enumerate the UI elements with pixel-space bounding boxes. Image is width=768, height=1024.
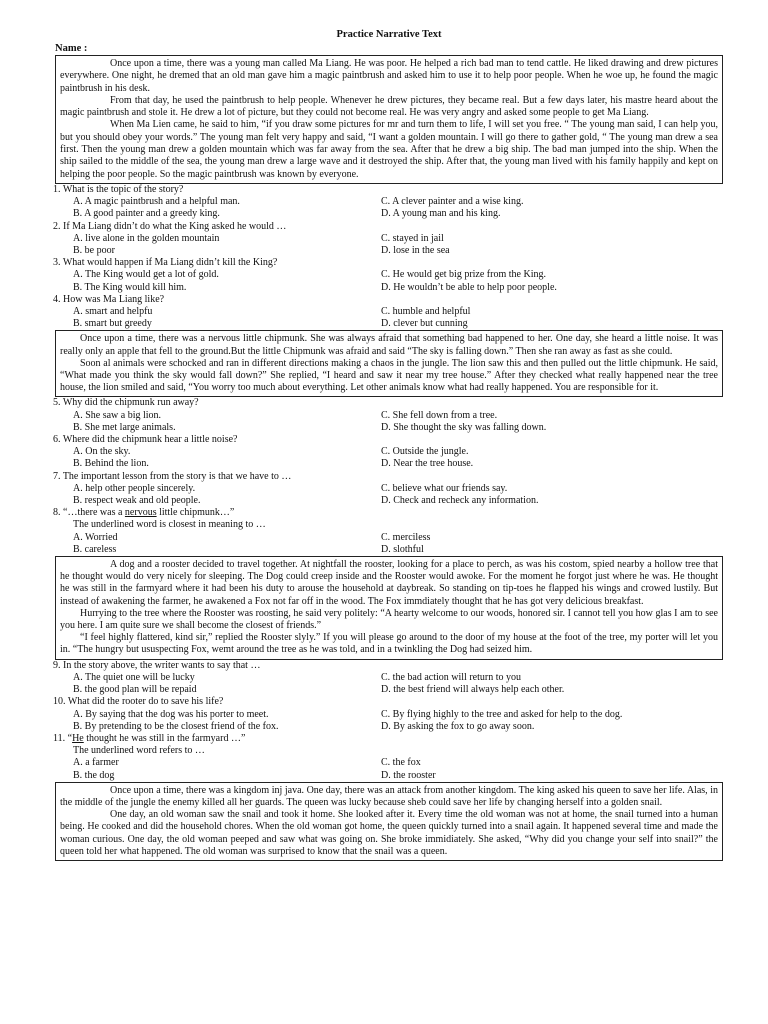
option-b: B. be poor — [73, 244, 115, 256]
option-b: B. A good painter and a greedy king. — [73, 208, 220, 220]
option-c: C. A clever painter and a wise king. — [381, 196, 524, 208]
name-label: Name : — [55, 43, 88, 54]
question-text — [53, 733, 723, 745]
question-text: 3. What would happen if Ma Liang didn’t kill the King? — [53, 257, 278, 269]
question-text-pre: 8. “…there was a — [53, 507, 125, 519]
underlined-word: nervous — [124, 507, 157, 519]
option-c: C. stayed in jail — [381, 232, 444, 244]
option-c: C. He would get big prize from the King. — [381, 269, 546, 281]
option-a: A. The King would get a lot of gold. — [73, 269, 219, 281]
option-b: B. smart but greedy — [73, 318, 152, 330]
option-d: D. She thought the sky was falling down. — [381, 421, 547, 433]
question-subtext: The underlined word is closest in meaning to … — [73, 519, 266, 531]
story-paragraph: Once upon a time, there was a kingdom inj java. One day, there was an attack from another kingdom. The king asked his queen to save her life. Alas, in the middle of the jungle the enemy killed all her guards. The queen was lucky because sheb could save her life by changing herself into a golden snail. — [60, 784, 718, 808]
option-d: D. clever but cunning — [381, 318, 468, 330]
option-c: C. humble and helpful — [381, 306, 471, 317]
option-a: A. A magic paintbrush and a helpful man. — [73, 196, 240, 208]
question-8 — [55, 507, 723, 556]
question-text — [53, 507, 723, 519]
question-2 — [55, 221, 723, 258]
option-b: B. careless — [73, 543, 117, 555]
underlined-word: He — [72, 732, 84, 744]
story-paragraph: When Ma Lien came, he said to him, “if you draw some pictures for mr and turn them to life, I will set you free. “ The young man said, I can help you, but you should obey your words.” The young man felt very happy and said, “I want a golden mountain. I will go there to gather gold, “ The young man drew a sea first. Then the young man drew a golden mountain which was far away from the sea. After that he drew a big ship. The bad man jumped into the ship. When the ship sailed to the middle of the sea, the young man drew a large wave and it destroyed the ship. After that, the young man lived with his family happily and kept on helping the poor people. So the magic paintbrush was known by everyone. — [60, 119, 718, 180]
story-paragraph: From that day, he used the paintbrush to help people. Whenever he drew pictures, they became real. But a few days later, his mastre heard about the magic paintbrush and stole it. He drew a lot of picture, but they could not become real. He was very angry and asked some people to get Ma Liang. — [60, 94, 718, 119]
question-7 — [55, 471, 723, 508]
question-text: 10. What did the rooter do to save his life? — [53, 696, 224, 708]
worksheet — [55, 28, 723, 861]
option-b: B. respect weak and old people. — [73, 495, 201, 507]
question-text-post: thought he was still in the farmyard …” — [83, 732, 246, 744]
option-a: A. live alone in the golden mountain — [73, 232, 220, 244]
option-b: B. Behind the lion. — [73, 458, 149, 470]
option-d: D. By asking the fox to go away soon. — [381, 720, 535, 732]
question-6 — [55, 434, 723, 471]
option-d: D. lose in the sea — [381, 244, 450, 256]
option-b: B. the dog — [73, 769, 115, 781]
option-c: C. believe what our friends say. — [381, 482, 508, 494]
option-c: C. By flying highly to the tree and asked for help to the dog. — [381, 708, 623, 720]
question-3 — [55, 257, 723, 294]
story-paragraph: A dog and a rooster decided to travel together. At nightfall the rooster, looking for a place to perch, as was his costom, spied nearby a hollow tree that he thought would do very nicely for sleeping. The Dog could creep inside and the Rooster would awoke. For the moment he forgot just where he was. He thought he was still in the farmyard where it had been his duty to arouse the household at daybreak. So standing on tip-toes he flapped his wings and crowed lustily. But instead of awakening the farmer, he awakened a Fox not far off in the wood. The Fox immdiately thought that he has got very delicious breakfast. — [60, 559, 718, 607]
page-title: Practice Narrative Text — [336, 29, 442, 40]
story-chipmunk — [55, 330, 723, 397]
question-text: 6. Where did the chipmunk hear a little noise? — [53, 434, 238, 446]
question-text: 2. If Ma Liang didn’t do what the King asked he would … — [53, 220, 287, 232]
option-d: D. the best friend will always help each other. — [381, 684, 565, 696]
story-paragraph: Hurrying to the tree where the Rooster was roosting, he said very politely: “A hearty welcome to our woods, honored sir. I cannot tell you how glas I am to see you here. I am quite sure we shall become the closest of friends.” — [60, 607, 718, 632]
option-d: D. He wouldn’t be able to help poor people. — [381, 281, 557, 293]
option-d: D. Check and recheck any information. — [381, 495, 539, 507]
option-c: C. the fox — [381, 757, 421, 769]
question-11 — [55, 733, 723, 782]
option-d: D. Near the tree house. — [381, 458, 474, 470]
option-a: A. By saying that the dog was his porter to meet. — [73, 708, 269, 720]
option-b: B. She met large animals. — [73, 421, 176, 433]
option-c: C. Outside the jungle. — [381, 446, 469, 458]
story-paragraph: Once upon a time, there was a nervous little chipmunk. She was always afraid that something bad happened to her. One day, she heard a little noise. It was really only an apple that fell to the ground.But the little Chipmunk was afraid and said “The sky is falling down.” Then she ran away as fast as she could. — [60, 333, 718, 357]
story-golden-snail — [55, 782, 723, 861]
option-a: A. a farmer — [73, 757, 119, 769]
story-paragraph: One day, an old woman saw the snail and took it home. She looked after it. Every time the old woman was not at home, the snail turned into a human being. He cooked and did the household chores. When the old woman got home, the queen quickly turned into a snail again. It happened several time and made the woman curious. One day, the old woman peeped and saw what was going on. She broke immidiately. She asked, “Why did you change your self into snail?” the queen told her what happened. The old woman was surprised to know that the snail was a queen. — [60, 809, 718, 857]
question-1 — [55, 184, 723, 221]
option-b: B. By pretending to be the closest friend of the fox. — [73, 720, 279, 732]
question-text-post: little chipmunk…” — [156, 507, 235, 519]
story-paragraph: Soon al animals were schocked and ran in different directions making a chaos in the jungle. The lion saw this and then pulled out the little chipmunk. He said, “What made you think the sky would fall down?” She replied, “I heard and saw it near my tree house.” After they checked what really happened near the tree house, the lion smiled and said, “You worry too much about everything. Let other animals know what had really happened. You are responsible for it. — [60, 357, 718, 394]
question-5 — [55, 397, 723, 434]
story-paragraph: Once upon a time, there was a young man called Ma Liang. He was poor. He helped a rich bad man to tend cattle. He liked drawing and drew pictures everywhere. One night, he dremed that an old man gave him a magic paintbrush and asked him to use it to help poor people. When he woe up, he found the magic paintbrush in his desk. — [60, 58, 718, 94]
question-text: 4. How was Ma Liang like? — [53, 293, 165, 305]
option-a: A. Worried — [73, 531, 118, 543]
option-a: A. smart and helpfu — [73, 306, 153, 317]
option-d: D. slothful — [381, 543, 424, 555]
story-paragraph: “I feel highly flattered, kind sir,” replied the Rooster slyly.” If you will please go around to the door of my house at the foot of the tree, my porter will let you in. “The hungry but ususpecting Fox, wemt around the tree as he was told, and in a twinkling the Dog had seized him. — [60, 632, 718, 656]
option-a: A. On the sky. — [73, 446, 131, 458]
option-a: A. help other people sincerely. — [73, 482, 196, 494]
option-c: C. the bad action will return to you — [381, 671, 521, 683]
option-b: B. the good plan will be repaid — [73, 684, 197, 696]
question-text: 7. The important lesson from the story is that we have to … — [53, 470, 292, 482]
question-subtext: The underlined word refers to … — [73, 745, 205, 757]
option-d: D. A young man and his king. — [381, 208, 501, 220]
option-a: A. She saw a big lion. — [73, 409, 162, 421]
question-text: 1. What is the topic of the story? — [53, 183, 184, 195]
option-c: C. merciless — [381, 531, 431, 543]
question-text-pre: 11. “ — [53, 732, 73, 744]
option-b: B. The King would kill him. — [73, 281, 187, 293]
question-4 — [55, 294, 723, 331]
option-c: C. She fell down from a tree. — [381, 409, 498, 421]
question-9 — [55, 660, 723, 697]
story-dog-rooster — [55, 556, 723, 660]
question-10 — [55, 696, 723, 733]
option-a: A. The quiet one will be lucky — [73, 671, 195, 683]
option-d: D. the rooster — [381, 769, 436, 781]
question-text: 9. In the story above, the writer wants to say that … — [53, 659, 261, 671]
question-text: 5. Why did the chipmunk run away? — [53, 397, 199, 409]
story-ma-liang — [55, 55, 723, 184]
